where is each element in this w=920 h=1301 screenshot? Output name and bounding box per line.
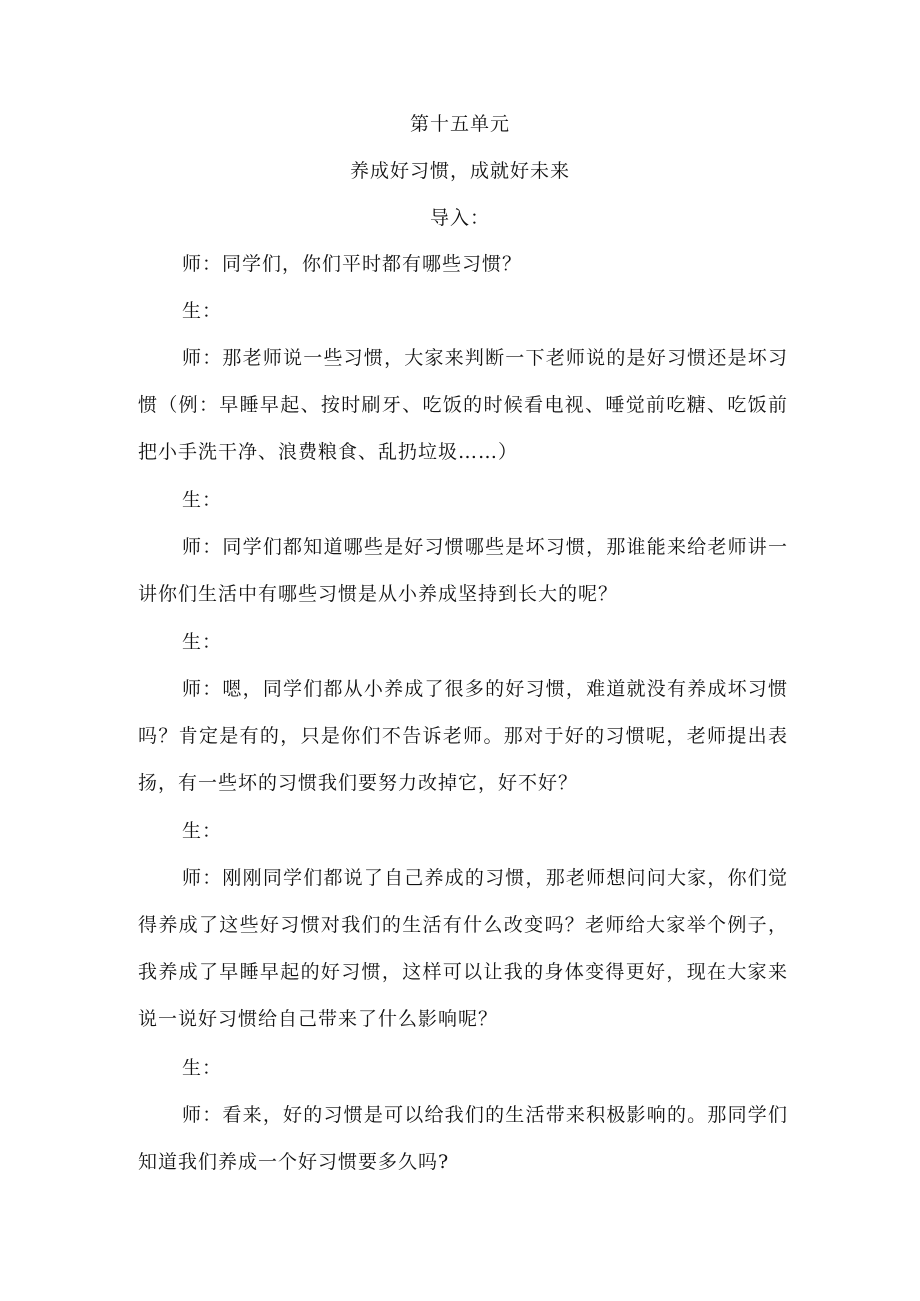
paragraph-teacher: 师：嗯，同学们都从小养成了很多的好习惯，难道就没有养成坏习惯吗？肯定是有的，只是你们不告诉老师。那对于好的习惯呢，老师提出表扬，有一些坏的习惯我们要努力改掉它，好不好？ (138, 678, 788, 794)
paragraph-student: 生： (182, 1057, 223, 1079)
paragraph-teacher: 师：同学们都知道哪些是好习惯哪些是坏习惯，那谁能来给老师讲一讲你们生活中有哪些习惯是从小养成坚持到长大的呢？ (138, 536, 788, 605)
paragraph-teacher: 师：刚刚同学们都说了自己养成的习惯，那老师想问问大家，你们觉得养成了这些好习惯对我们的生活有什么改变吗？老师给大家举个例子，我养成了早睡早起的好习惯，这样可以让我的身体变得更好，现在大家来说一说好习惯给自己带来了什么影响呢？ (138, 867, 788, 1030)
paragraph-student: 生： (182, 300, 223, 322)
section-heading: 导入： (429, 207, 490, 229)
paragraph-teacher: 师：那老师说一些习惯，大家来判断一下老师说的是好习惯还是坏习惯（例：早睡早起、按时刷牙、吃饭的时候看电视、唾觉前吃糖、吃饭前把小手洗干净、浪费粮食、乱扔垃圾……） (138, 347, 788, 463)
paragraph-teacher: 师：同学们，你们平时都有哪些习惯？ (182, 253, 523, 275)
paragraph-student: 生： (182, 820, 223, 842)
lesson-title: 养成好习惯，成就好未来 (349, 160, 570, 182)
paragraph-teacher: 师：看来，好的习惯是可以给我们的生活带来积极影响的。那同学们知道我们养成一个好习惯要多久吗? (138, 1104, 788, 1173)
paragraph-student: 生： (182, 631, 223, 653)
unit-title: 第十五单元 (409, 113, 510, 135)
paragraph-student: 生： (182, 489, 223, 511)
